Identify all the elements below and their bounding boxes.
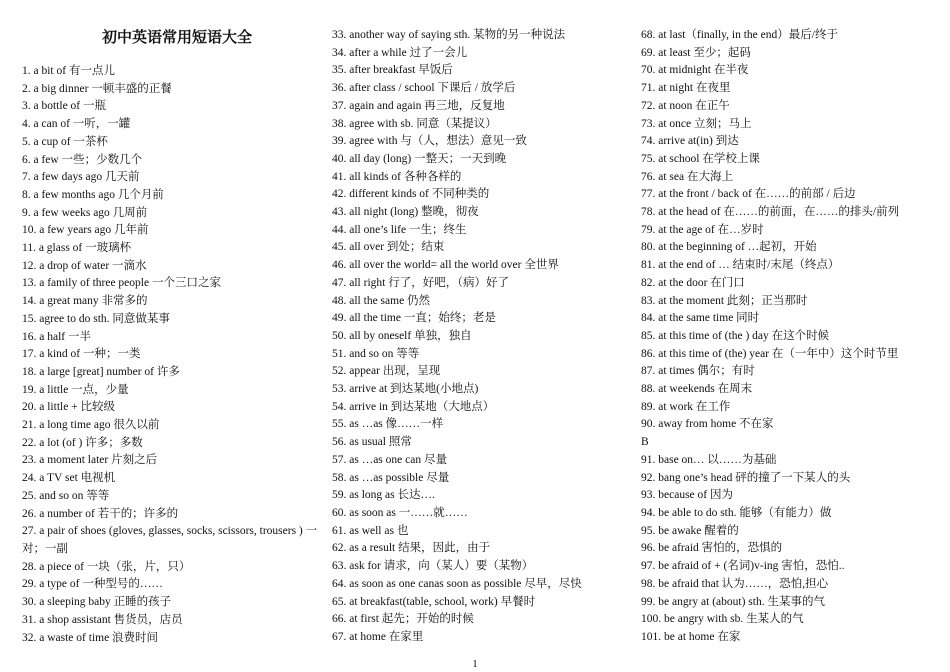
phrase-item: 94. be able to do sth. 能够（有能力）做 [641,506,832,519]
phrase-item: 22. a lot (of ) 许多；多数 [22,436,143,449]
phrase-item: 25. and so on 等等 [22,489,110,502]
phrase-item: 67. at home 在家里 [332,630,424,643]
phrase-item: 32. a waste of time 浪费时间 [22,631,159,644]
column-1 [22,27,322,647]
phrase-item: 21. a long time ago 很久以前 [22,419,160,432]
phrase-item: 43. all night (long) 整晚，彻夜 [332,206,479,219]
phrase-item: 16. a half 一半 [22,330,91,343]
phrase-item: 47. all right 行了，好吧，（病）好了 [332,276,509,289]
phrase-item: 53. arrive at 到达某地(小地点) [332,383,479,396]
phrase-item: 28. a piece of 一块（张，片，只） [22,560,191,573]
phrase-item: 95. be awake 醒着的 [641,524,739,537]
phrase-item: 48. all the same 仍然 [332,294,431,307]
phrase-item: 24. a TV set 电视机 [22,472,116,485]
phrase-item: 26. a number of 若干的；许多的 [22,507,179,520]
phrase-item: 100. be angry with sb. 生某人的气 [641,613,804,626]
phrase-item: 1. a bit of 有一点儿 [22,65,115,77]
phrase-item: 89. at work 在工作 [641,400,731,413]
phrase-item: 93. because of 因为 [641,489,733,502]
phrase-item: 88. at weekends 在周末 [641,383,753,396]
phrase-item: 99. be angry at (about) sth. 生某事的气 [641,595,825,608]
phrase-item: 75. at school 在学校上课 [641,152,760,165]
phrase-list-1 [22,63,322,647]
phrase-item: 14. a great many 非常多的 [22,295,148,308]
phrase-item: 30. a sleeping baby 正睡的孩子 [22,596,172,609]
phrase-item: 78. at the head of 在……的前面，在……的排头/前列 [641,206,900,219]
phrase-item: 33. another way of saying sth. 某物的另一种说法 [332,29,566,41]
phrase-item: 90. away from home 不在家 [641,418,774,431]
phrase-item: 92. bang one’s head 砰的撞了一下某人的头 [641,471,851,484]
phrase-item: 51. and so on 等等 [332,347,420,360]
phrase-item: 98. be afraid that 认为……，恐怕,担心 [641,577,829,590]
phrase-item: 69. at least 至少；起码 [641,46,751,59]
phrase-item: B [641,436,649,449]
phrase-item: 81. at the end of … 结束时/末尾（终点） [641,259,840,272]
phrase-item: 83. at the moment 此刻；正当那时 [641,294,808,307]
phrase-item: 76. at sea 在大海上 [641,170,733,183]
phrase-item: 79. at the age of 在…岁时 [641,223,764,236]
phrase-item: 101. be at home 在家 [641,630,741,643]
phrase-item: 7. a few days ago 几天前 [22,171,140,184]
phrase-item: 12. a drop of water 一滴水 [22,259,147,272]
page-number: 1 [472,658,478,670]
phrase-item: 82. at the door 在门口 [641,276,745,289]
phrase-item: 37. again and again 再三地，反复地 [332,99,505,112]
phrase-item: 66. at first 起先；开始的时候 [332,613,474,626]
column-2 [332,27,632,647]
phrase-item: 6. a few 一些；少数几个 [22,153,143,166]
phrase-item: 10. a few years ago 几年前 [22,224,149,237]
phrase-item: 87. at times 偶尔；有时 [641,365,755,378]
phrase-item: 38. agree with sb. 同意（某提议） [332,117,497,130]
phrase-item: 74. arrive at(in) 到达 [641,135,739,148]
phrase-item: 72. at noon 在正午 [641,99,730,112]
phrase-item: 49. all the time 一直；始终；老是 [332,312,496,325]
phrase-item: 73. at once 立刻；马上 [641,117,752,130]
phrase-item: 77. at the front / back of 在……的前部 / 后边 [641,188,856,201]
phrase-item: 70. at midnight 在半夜 [641,64,749,77]
phrase-item: 27. a pair of shoes (gloves, glasses, socks, scissors, trousers ) 一对；一副 [22,525,318,555]
phrase-item: 68. at last（finally, in the end）最后/终于 [641,29,838,41]
phrase-item: 62. as a result 结果，因此，由于 [332,542,491,555]
phrase-item: 52. appear 出现，呈现 [332,365,441,378]
phrase-item: 39. agree with 与（人，想法）意见一致 [332,135,527,148]
phrase-item: 61. as well as 也 [332,524,409,537]
phrase-item: 36. after class / school 下课后 / 放学后 [332,82,516,95]
phrase-item: 80. at the beginning of …起初，开始 [641,241,817,254]
phrase-item: 11. a glass of 一玻璃杯 [22,242,132,255]
phrase-item: 2. a big dinner 一顿丰盛的正餐 [22,82,172,95]
phrase-item: 63. ask for 请求，向（某人）要（某物） [332,560,534,573]
phrase-item: 35. after breakfast 早饭后 [332,64,453,77]
phrase-item: 13. a family of three people 一个三口之家 [22,277,221,290]
phrase-item: 56. as usual 照常 [332,436,412,449]
phrase-list-3 [641,27,941,647]
phrase-item: 97. be afraid of + (名词)v-ing 害怕，恐怕.. [641,560,845,573]
phrase-item: 65. at breakfast(table, school, work) 早餐时 [332,595,536,608]
phrase-item: 71. at night 在夜里 [641,82,731,95]
phrase-item: 4. a can of 一听，一罐 [22,118,131,131]
phrase-item: 85. at this time of (the ) day 在这个时候 [641,329,830,342]
phrase-item: 9. a few weeks ago 几周前 [22,206,148,219]
phrase-item: 86. at this time of (the) year 在（一年中）这个时节里 [641,347,899,360]
phrase-item: 20. a little + 比较级 [22,401,116,414]
phrase-item: 44. all one’s life 一生；终生 [332,223,467,236]
phrase-item: 96. be afraid 害怕的，恐惧的 [641,542,783,555]
phrase-list-2 [332,27,632,647]
phrase-item: 34. after a while 过了一会儿 [332,46,468,59]
phrase-item: 31. a shop assistant 售货员，店员 [22,613,183,626]
phrase-item: 42. different kinds of 不同种类的 [332,188,490,201]
phrase-item: 57. as …as one can 尽量 [332,453,447,466]
phrase-item: 18. a large [great] number of 许多 [22,365,180,378]
phrase-item: 8. a few months ago 几个月前 [22,188,164,201]
phrase-item: 55. as …as 像……一样 [332,418,444,431]
phrase-item: 23. a moment later 片刻之后 [22,454,158,467]
phrase-item: 91. base on… 以……为基础 [641,453,777,466]
phrase-item: 59. as long as 长达…. [332,489,435,502]
phrase-item: 40. all day (long) 一整天；一天到晚 [332,152,507,165]
phrase-item: 29. a type of 一种型号的…… [22,578,163,591]
phrase-item: 84. at the same time 同时 [641,312,760,325]
phrase-item: 3. a bottle of 一瓶 [22,100,106,113]
phrase-item: 50. all by oneself 单独，独自 [332,329,472,342]
phrase-item: 19. a little 一点，少量 [22,383,129,396]
phrase-item: 46. all over the world= all the world over 全世界 [332,259,559,272]
phrase-item: 45. all over 到处；结束 [332,241,445,254]
phrase-item: 60. as soon as 一……就…… [332,506,468,519]
page-title: 初中英语常用短语大全 [101,28,252,46]
phrase-item: 5. a cup of 一茶杯 [22,135,108,148]
phrase-item: 54. arrive in 到达某地（大地点） [332,400,495,413]
phrase-item: 15. agree to do sth. 同意做某事 [22,312,170,325]
phrase-item: 17. a kind of 一种；一类 [22,348,141,361]
phrase-item: 41. all kinds of 各种各样的 [332,170,462,183]
phrase-item: 58. as …as possible 尽量 [332,471,450,484]
column-3 [641,27,941,647]
phrase-item: 64. as soon as one canas soon as possible 尽早，尽快 [332,577,582,590]
